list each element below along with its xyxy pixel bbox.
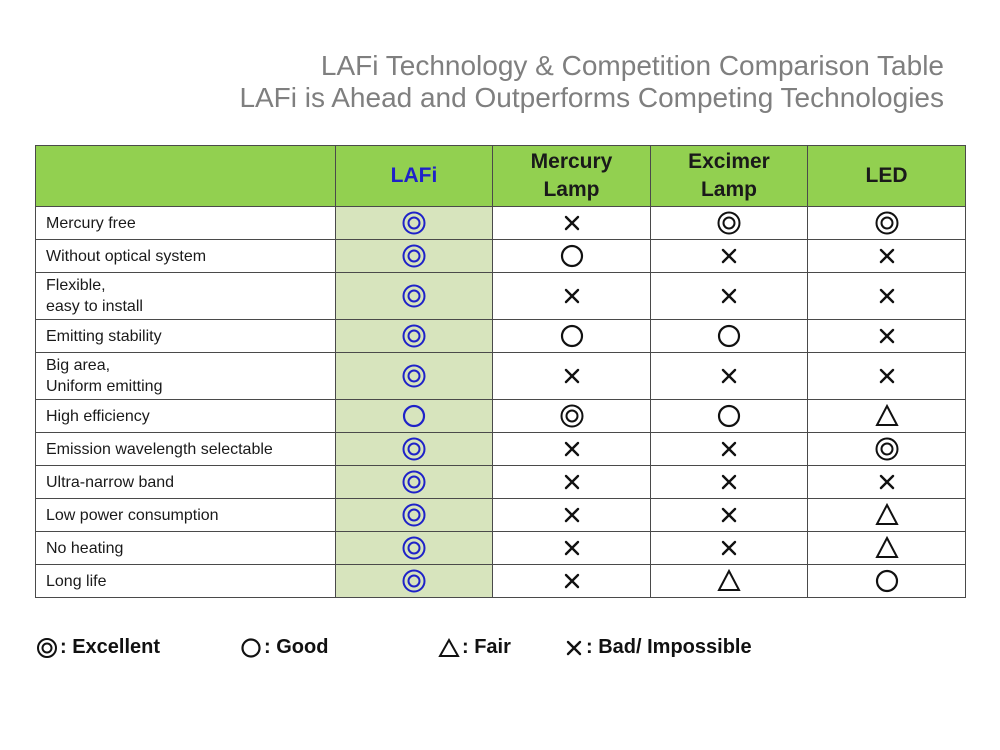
rating-cell — [651, 466, 808, 499]
table-row — [36, 400, 966, 433]
feature-label: Emitting stability — [46, 327, 162, 345]
feature-cell — [36, 565, 336, 598]
cross-icon — [651, 436, 807, 462]
rating-cell — [336, 532, 493, 565]
table-header-row — [36, 146, 966, 207]
feature-label: Emission wavelength selectable — [46, 440, 273, 458]
double-circle-icon — [336, 535, 492, 561]
rating-cell — [336, 433, 493, 466]
double-circle-icon — [336, 568, 492, 594]
rating-cell — [651, 240, 808, 273]
table-row — [36, 532, 966, 565]
rating-cell — [493, 207, 651, 240]
rating-cell — [493, 565, 651, 598]
feature-cell — [36, 240, 336, 273]
double-circle-icon — [336, 469, 492, 495]
feature-cell — [36, 532, 336, 565]
cross-icon — [651, 502, 807, 528]
rating-cell — [336, 320, 493, 353]
legend-fair-label: : Fair — [462, 636, 511, 658]
table-row — [36, 499, 966, 532]
rating-cell — [651, 207, 808, 240]
feature-label: Big area, — [46, 357, 111, 374]
rating-cell — [808, 532, 966, 565]
feature-label: Flexible, — [46, 277, 106, 294]
rating-cell — [336, 400, 493, 433]
rating-cell — [808, 565, 966, 598]
cross-icon — [808, 243, 965, 269]
double-circle-icon — [36, 637, 58, 659]
cross-icon — [651, 283, 807, 309]
rating-cell — [808, 240, 966, 273]
double-circle-icon — [493, 403, 650, 429]
circle-icon — [240, 637, 262, 659]
cross-icon — [493, 535, 650, 561]
rating-cell — [493, 240, 651, 273]
triangle-icon — [808, 403, 965, 429]
feature-label: easy to install — [46, 298, 143, 315]
header-mercury-lamp — [493, 146, 651, 207]
feature-cell — [36, 400, 336, 433]
feature-label: Uniform emitting — [46, 378, 163, 395]
feature-cell — [36, 353, 336, 400]
circle-icon — [651, 403, 807, 429]
cross-icon — [493, 436, 650, 462]
rating-cell — [336, 466, 493, 499]
cross-icon — [493, 568, 650, 594]
cross-icon — [808, 283, 965, 309]
cross-icon — [808, 469, 965, 495]
triangle-icon — [808, 502, 965, 528]
rating-cell — [808, 400, 966, 433]
legend — [36, 636, 796, 664]
feature-label: Low power consumption — [46, 506, 219, 524]
cross-icon — [493, 210, 650, 236]
cross-icon — [651, 363, 807, 389]
double-circle-icon — [651, 210, 807, 236]
cross-icon — [808, 323, 965, 349]
cross-icon — [493, 363, 650, 389]
feature-cell — [36, 433, 336, 466]
triangle-icon — [808, 535, 965, 561]
comparison-table — [35, 145, 966, 598]
header-led-label: LED — [865, 164, 908, 187]
table-row — [36, 433, 966, 466]
legend-good-label: : Good — [264, 636, 329, 658]
feature-label: Without optical system — [46, 247, 207, 265]
feature-cell — [36, 320, 336, 353]
circle-icon — [493, 243, 650, 269]
feature-cell — [36, 499, 336, 532]
cross-icon — [651, 535, 807, 561]
rating-cell — [336, 353, 493, 400]
rating-cell — [808, 320, 966, 353]
double-circle-icon — [336, 243, 492, 269]
table-row — [36, 240, 966, 273]
rating-cell — [493, 320, 651, 353]
table-row — [36, 320, 966, 353]
rating-cell — [808, 273, 966, 320]
header-feature — [36, 146, 336, 207]
triangle-icon — [438, 637, 460, 659]
double-circle-icon — [336, 363, 492, 389]
rating-cell — [493, 433, 651, 466]
cross-icon — [493, 502, 650, 528]
header-lafi — [336, 146, 493, 207]
header-led — [808, 146, 966, 207]
cross-icon — [808, 363, 965, 389]
triangle-icon — [651, 568, 807, 594]
rating-cell — [651, 273, 808, 320]
feature-cell — [36, 207, 336, 240]
double-circle-icon — [336, 502, 492, 528]
cross-icon — [493, 469, 650, 495]
rating-cell — [651, 320, 808, 353]
rating-cell — [336, 240, 493, 273]
cross-icon — [564, 638, 584, 658]
feature-label: High efficiency — [46, 407, 150, 425]
double-circle-icon — [336, 323, 492, 349]
slide-title — [239, 50, 944, 114]
legend-fair — [438, 636, 511, 659]
header-excimer-label-2: Lamp — [700, 178, 757, 201]
circle-icon — [808, 568, 965, 594]
table-row — [36, 466, 966, 499]
double-circle-icon — [808, 436, 965, 462]
rating-cell — [493, 353, 651, 400]
title-line-2: LAFi is Ahead and Outperforms Competing Technologies — [239, 82, 944, 113]
table-row — [36, 273, 966, 320]
circle-icon — [651, 323, 807, 349]
rating-cell — [651, 353, 808, 400]
header-excimer-lamp — [651, 146, 808, 207]
rating-cell — [493, 532, 651, 565]
header-mercury-label: Mercury — [530, 150, 613, 173]
double-circle-icon — [808, 210, 965, 236]
double-circle-icon — [336, 436, 492, 462]
rating-cell — [336, 565, 493, 598]
rating-cell — [336, 499, 493, 532]
rating-cell — [336, 273, 493, 320]
legend-bad — [564, 636, 752, 659]
rating-cell — [651, 565, 808, 598]
circle-icon — [336, 403, 492, 429]
rating-cell — [808, 499, 966, 532]
double-circle-icon — [336, 210, 492, 236]
double-circle-icon — [336, 283, 492, 309]
rating-cell — [651, 400, 808, 433]
legend-excellent — [36, 636, 160, 659]
legend-excellent-label: : Excellent — [60, 636, 161, 658]
feature-label: Mercury free — [46, 214, 136, 232]
rating-cell — [808, 433, 966, 466]
legend-bad-label: : Bad/ Impossible — [586, 636, 752, 658]
table-row — [36, 207, 966, 240]
rating-cell — [493, 466, 651, 499]
feature-cell — [36, 273, 336, 320]
cross-icon — [493, 283, 650, 309]
title-line-1: LAFi Technology & Competition Comparison Table — [320, 50, 944, 81]
rating-cell — [808, 207, 966, 240]
rating-cell — [651, 499, 808, 532]
legend-good — [240, 636, 328, 659]
rating-cell — [808, 466, 966, 499]
header-excimer-label: Excimer — [688, 150, 770, 173]
header-mercury-label-2: Lamp — [543, 178, 600, 201]
circle-icon — [493, 323, 650, 349]
header-lafi-label: LAFi — [390, 164, 438, 187]
rating-cell — [336, 207, 493, 240]
rating-cell — [493, 273, 651, 320]
rating-cell — [651, 433, 808, 466]
rating-cell — [651, 532, 808, 565]
rating-cell — [493, 400, 651, 433]
cross-icon — [651, 243, 807, 269]
feature-label: Long life — [46, 572, 107, 590]
feature-cell — [36, 466, 336, 499]
rating-cell — [493, 499, 651, 532]
feature-label: Ultra-narrow band — [46, 473, 175, 491]
rating-cell — [808, 353, 966, 400]
table-row — [36, 353, 966, 400]
cross-icon — [651, 469, 807, 495]
table-row — [36, 565, 966, 598]
feature-label: No heating — [46, 539, 124, 557]
